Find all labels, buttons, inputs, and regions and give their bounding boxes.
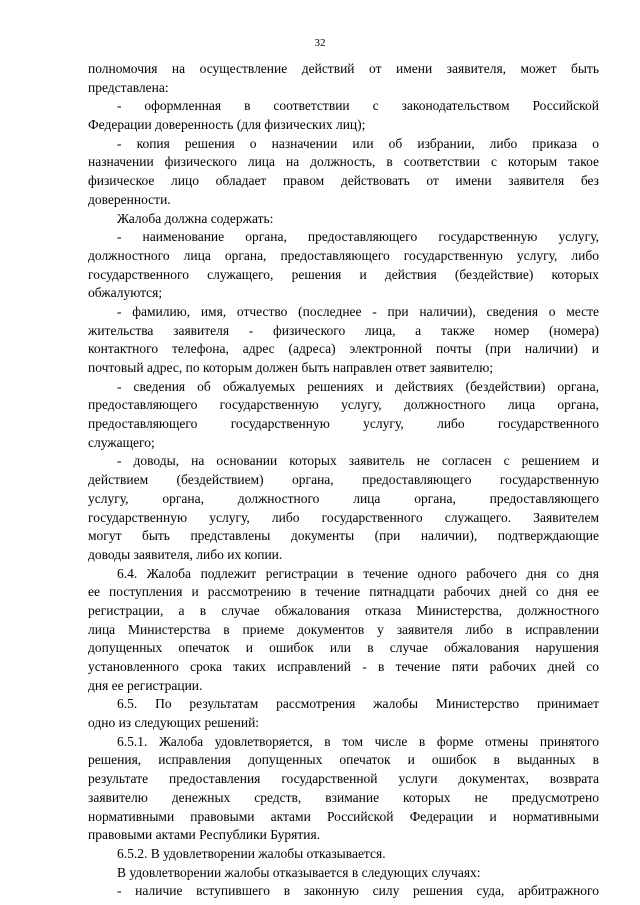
text-line: 6.5.1. Жалоба удовлетворяется, в том числе в форме отмены принятого — [117, 733, 599, 749]
text-line: регистрации, а в случае обжалования отказа Министерства, должностного — [88, 602, 599, 618]
text-line: предоставляющего государственную услугу, либо государственного — [88, 416, 599, 432]
text-line: - фамилию, имя, отчество (последнее - при наличии), сведения о месте — [117, 303, 599, 319]
text-line: Федерации доверенность (для физических лиц); — [88, 117, 366, 133]
text-line: - оформленная в соответствии с законодательством Российской — [117, 98, 599, 114]
text-line: физическое лицо обладает правом действовать от имени заявителя без — [88, 173, 599, 189]
text-line: почтовый адрес, по которым должен быть направлен ответ заявителю; — [88, 360, 494, 375]
text-line: контактного телефона, адрес (адреса) электронной почты (при наличии) и — [88, 341, 599, 357]
text-line: доверенности. — [88, 191, 171, 207]
text-line: могут быть представлены документы (при наличии), подтверждающие — [88, 528, 599, 544]
text-line: - сведения об обжалуемых решениях и действиях (бездействии) органа, — [117, 378, 599, 394]
text-line: назначении физического лица на должность, в соответствии с которым такое — [88, 154, 599, 170]
text-line: - копия решения о назначении или об избрании, либо приказа о — [117, 135, 599, 151]
text-line: ее поступления и рассмотрению в течение пятнадцати рабочих дней со дня ее — [88, 584, 599, 600]
text-line: - наличие вступившего в законную силу решения суда, арбитражного — [117, 883, 599, 899]
text-line: нормативными правовыми актами Российской Федерации и нормативными — [88, 808, 599, 824]
text-line: жительства заявителя - физического лица, а также номер (номера) — [88, 322, 599, 338]
text-line: 6.5.2. В удовлетворении жалобы отказывается. — [117, 845, 386, 861]
text-line: правовыми актами Республики Бурятия. — [88, 827, 321, 843]
text-line: Жалоба должна содержать: — [117, 210, 274, 226]
text-line: доводы заявителя, либо их копии. — [88, 546, 283, 562]
text-line: допущенных опечаток и ошибок или в случае обжалования нарушения — [88, 640, 599, 656]
text-line: должностного лица органа, предоставляющего государственную услугу, либо — [88, 247, 599, 263]
text-line: услугу, органа, должностного лица органа, предоставляющего — [88, 490, 599, 506]
text-line: - наименование органа, предоставляющего государственную услугу, — [117, 229, 599, 245]
text-line: обжалуются; — [88, 285, 163, 301]
text-line: 6.4. Жалоба подлежит регистрации в течение одного рабочего дня со дня — [117, 565, 599, 581]
text-line: решения, исправления допущенных опечаток и ошибок в выданных в — [88, 752, 599, 768]
text-line: 6.5. По результатам рассмотрения жалобы Министерство принимает — [117, 696, 599, 712]
text-line: В удовлетворении жалобы отказывается в следующих случаях: — [117, 864, 481, 880]
text-line: установленного срока таких исправлений - в течение пяти рабочих дней со — [88, 659, 599, 674]
text-line: одно из следующих решений: — [88, 715, 260, 731]
text-line: служащего; — [88, 434, 155, 450]
text-line: лица Министерства в приеме документов у заявителя либо в исправлении — [88, 621, 599, 637]
text-line: дня ее регистрации. — [88, 677, 203, 693]
text-line: представлена: — [88, 79, 169, 95]
page-number: 32 — [314, 37, 326, 49]
text-line: предоставляющего государственную услугу, должностного лица органа, — [88, 397, 599, 413]
text-line: заявителю денежных средств, взимание которых не предусмотрено — [88, 789, 599, 805]
text-line: действием (бездействием) органа, предоставляющего государственную — [88, 472, 599, 488]
body-text — [88, 60, 599, 901]
text-line: государственную услугу, либо государственного служащего. Заявителем — [88, 509, 599, 525]
text-line: - доводы, на основании которых заявитель не согласен с решением и — [117, 453, 599, 469]
text-line: государственного служащего, решения и действия (бездействие) которых — [88, 266, 599, 282]
text-line: результате предоставления государственной услуги документах, возврата — [88, 771, 599, 787]
text-line: полномочия на осуществление действий от имени заявителя, может быть — [88, 61, 599, 76]
